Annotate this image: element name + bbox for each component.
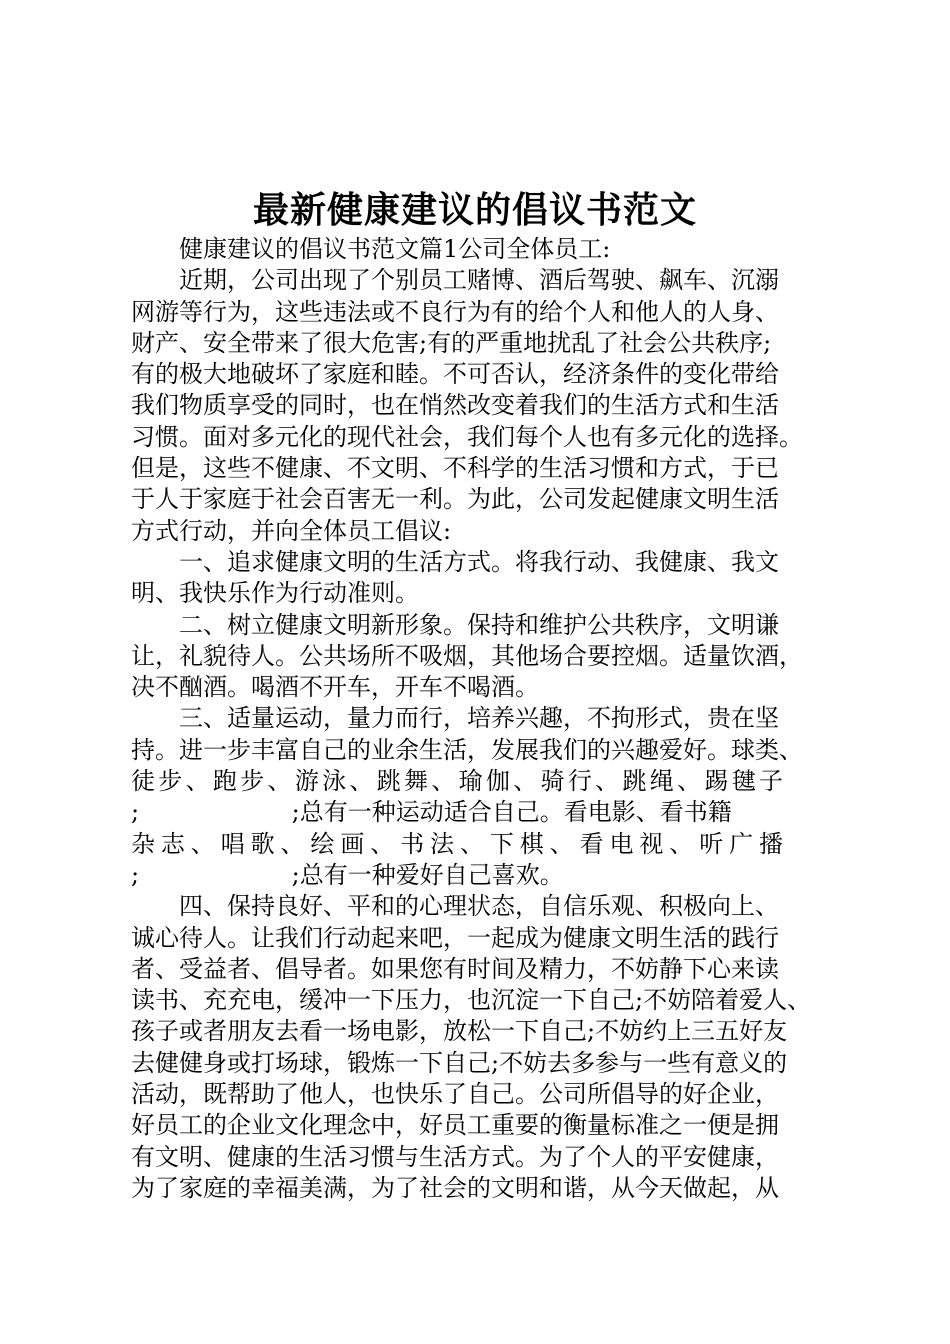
paragraph-line: 活动，既帮助了他人，也快乐了自己。公司所倡导的好企业， — [131, 1080, 779, 1109]
intro-line: 健康建议的倡议书范文篇1公司全体员工: — [179, 235, 611, 263]
paragraph-line: 方式行动，并向全体员工倡议: — [131, 516, 452, 545]
paragraph-line: 为了家庭的幸福美满，为了社会的文明和谐，从今天做起，从 — [131, 1173, 779, 1202]
paragraph-line: 但是，这些不健康、不文明、不科学的生活习惯和方式，于已 — [131, 454, 779, 483]
paragraph-line: 让，礼貌待人。公共场所不吸烟，其他场合要控烟。适量饮酒， — [131, 641, 803, 670]
paragraph-line: 者、受益者、倡导者。如果您有时间及精力，不妨静下心来读 — [131, 954, 779, 983]
paragraph-line: 徒步、跑步、游泳、跳舞、瑜伽、骑行、跳绳、踢毽子 — [131, 767, 783, 796]
paragraph-line: 明、我快乐作为行动准则。 — [131, 579, 419, 608]
paragraph-line: 有文明、健康的生活习惯与生活方式。为了个人的平安健康， — [131, 1142, 779, 1171]
paragraph-line: 诚心待人。让我们行动起来吧，一起成为健康文明生活的践行 — [131, 923, 779, 952]
paragraph-line: 杂志、唱歌、绘画、书法、下棋、看电视、听广播 — [131, 829, 783, 858]
intro-paragraph — [131, 234, 831, 265]
paragraph-line: 二、树立健康文明新形象。保持和维护公共秩序，文明谦 — [179, 610, 779, 639]
paragraph-line: 四、保持良好、平和的心理状态，自信乐观、积极向上、 — [179, 892, 779, 921]
paragraph-line: 有的极大地破坏了家庭和睦。不可否认，经济条件的变化带给 — [131, 360, 779, 389]
paragraph-line: 于人于家庭于社会百害无一利。为此，公司发起健康文明生活 — [131, 485, 779, 514]
paragraph-line: 网游等行为，这些违法或不良行为有的给个人和他人的人身、 — [131, 297, 779, 326]
paragraph-line: 决不酗酒。喝酒不开车，开车不喝酒。 — [131, 673, 539, 702]
paragraph-line: 读书、充充电，缓冲一下压力，也沉淀一下自己;不妨陪着爱人、 — [131, 986, 812, 1015]
document-body — [131, 234, 831, 1204]
paragraph-line: 去健健身或打场球，锻炼一下自己;不妨去多参与一些有意义的 — [131, 1048, 788, 1077]
paragraph-3 — [131, 610, 831, 704]
paragraph-line: 持。进一步丰富自己的业余生活，发展我们的兴趣爱好。球类、 — [131, 735, 803, 764]
paragraph-1 — [131, 265, 831, 547]
paragraph-5 — [131, 891, 831, 1204]
paragraph-line: 习惯。面对多元化的现代社会，我们每个人也有多元化的选择。 — [131, 422, 803, 451]
paragraph-2 — [131, 547, 831, 610]
paragraph-4 — [131, 703, 831, 891]
paragraph-line: 三、适量运动，量力而行，培养兴趣，不拘形式，贵在坚 — [179, 704, 779, 733]
document-title: 最新健康建议的倡议书范文 — [252, 189, 697, 231]
paragraph-line: 我们物质享受的同时，也在悄然改变着我们的生活方式和生活 — [131, 391, 779, 420]
paragraph-line: ; ;总有一种爱好自己喜欢。 — [131, 860, 564, 889]
paragraph-line: ; ;总有一种运动适合自己。看电影、看书籍 — [131, 798, 732, 827]
paragraph-line: 财产、安全带来了很大危害;有的严重地扰乱了社会公共秩序; — [131, 328, 772, 357]
paragraph-line: 好员工的企业文化理念中，好员工重要的衡量标准之一便是拥 — [131, 1111, 779, 1140]
paragraph-line: 一、追求健康文明的生活方式。将我行动、我健康、我文 — [179, 547, 779, 576]
paragraph-line: 近期，公司出现了个别员工赌博、酒后驾驶、飙车、沉溺 — [179, 266, 779, 295]
paragraph-line: 孩子或者朋友去看一场电影，放松一下自己;不妨约上三五好友 — [131, 1017, 788, 1046]
